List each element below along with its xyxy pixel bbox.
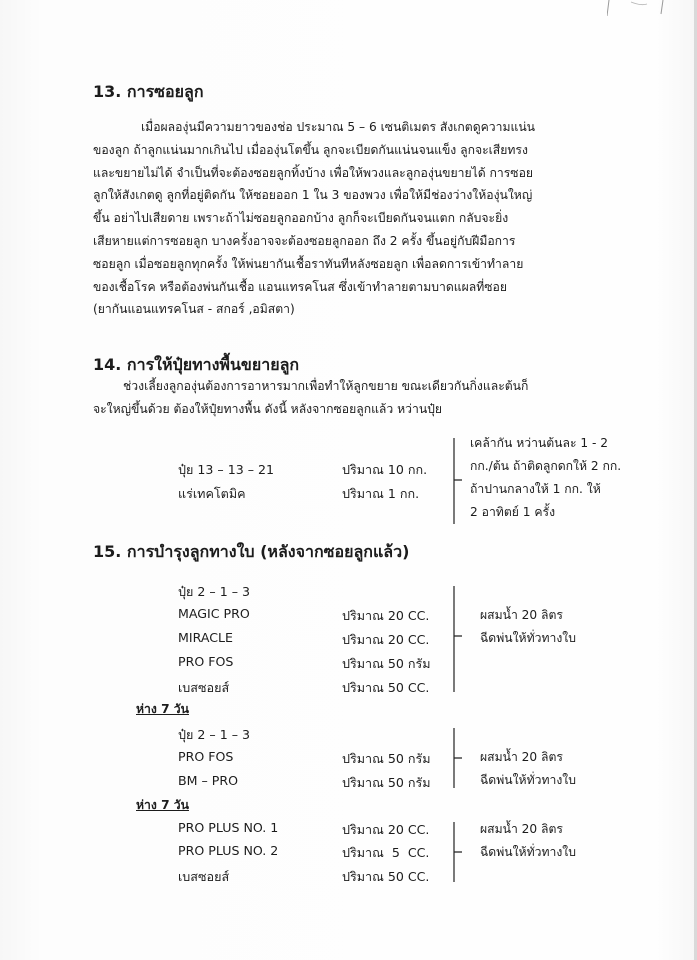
fertilizer-note: [470, 432, 621, 524]
foliar-item-name: เบสซอยส์: [178, 680, 230, 695]
foliar-item-name: MAGIC PRO: [178, 606, 250, 621]
note-line: กก./ต้น ถ้าติดลูกดกให้ 2 กก.: [470, 459, 622, 473]
foliar-item-name: PRO PLUS NO. 1: [178, 820, 279, 835]
foliar-item-amount: ปริมาณ 50 กรัม: [342, 751, 431, 766]
note-line: ผสมน้ำ 20 ลิตร: [480, 608, 563, 622]
foliar-item-name: PRO PLUS NO. 2: [178, 843, 279, 858]
foliar-item-amount: ปริมาณ 20 CC.: [342, 608, 430, 623]
section-14-title: 14. การให้ปุ๋ยทางพื้นขยายลูก: [93, 355, 300, 374]
foliar-note: [480, 746, 576, 792]
paragraph-line: เมื่อผลองุ่นมีความยาวของช่อ ประมาณ 5 – 6 เซนติเมตร สังเกตดูความแน่น: [141, 120, 536, 134]
foliar-item-amount: ปริมาณ 20 CC.: [342, 632, 430, 647]
scan-corner-mark: [607, 0, 667, 20]
paragraph-line: ของลูก ถ้าลูกแน่นมากเกินไป เมื่อองุ่นโตขึ้น ลูกจะเบียดกันแน่นจนแข็ง ลูกจะเสียทรง: [93, 142, 528, 157]
note-line: ถ้าปานกลางให้ 1 กก. ให้: [470, 482, 601, 496]
fertilizer-name: ปุ๋ย 13 – 13 – 21: [178, 462, 275, 477]
foliar-item-amount: ปริมาณ 50 CC.: [342, 680, 430, 695]
foliar-item-name: ปุ๋ย 2 – 1 – 3: [178, 584, 251, 599]
note-line: ฉีดพ่นให้ทั่วทางใบ: [480, 631, 576, 645]
foliar-item-name: MIRACLE: [178, 630, 233, 645]
paragraph-line: (ยากันแอนแทรคโนส - สกอร์ ,อมิสตา): [93, 302, 295, 317]
note-line: ผสมน้ำ 20 ลิตร: [480, 822, 563, 836]
section-15-title: 15. การบำรุงลูกทางใบ (หลังจากซอยลูกแล้ว): [93, 542, 410, 561]
foliar-item-amount: ปริมาณ 5 CC.: [342, 845, 430, 860]
right-bracket-icon: [450, 820, 464, 884]
foliar-item-name: PRO FOS: [178, 749, 234, 764]
interval-label: ห่าง 7 วัน: [136, 798, 189, 812]
paragraph-line: เสียหายแต่การซอยลูก บางครั้งอาจจะต้องซอยลูกออก ถึง 2 ครั้ง ขึ้นอยู่กับฝีมือการ: [93, 233, 516, 248]
foliar-item-amount: ปริมาณ 50 กรัม: [342, 656, 431, 671]
paragraph-line: จะใหญ่ขึ้นด้วย ต้องให้ปุ๋ยทางพื้น ดังนี้ หลังจากซอยลูกแล้ว หว่านปุ๋ย: [93, 401, 443, 416]
foliar-item-name: BM – PRO: [178, 773, 239, 788]
foliar-item-amount: ปริมาณ 20 CC.: [342, 822, 430, 837]
paragraph-line: และขยายไม่ได้ จำเป็นที่จะต้องซอยลูกทิ้งบ้าง เพื่อให้พวงและลูกองุ่นขยายได้ การซอย: [93, 165, 534, 180]
foliar-note: [480, 818, 576, 864]
right-bracket-icon: [450, 584, 464, 694]
paragraph-line: ช่วงเลี้ยงลูกองุ่นต้องการอาหารมากเพื่อทำให้ลูกขยาย ขณะเดียวกันกิ่งและต้นก็: [123, 379, 529, 393]
section-13-title: 13. การซอยลูก: [93, 82, 204, 101]
note-line: เคล้ากัน หว่านต้นละ 1 - 2: [470, 436, 609, 450]
foliar-note: [480, 604, 576, 650]
note-line: 2 อาทิตย์ 1 ครั้ง: [470, 505, 556, 519]
section-14-paragraph: [93, 375, 653, 421]
fertilizer-name: แร่เทคโตมิค: [178, 486, 246, 501]
note-line: ฉีดพ่นให้ทั่วทางใบ: [480, 773, 576, 787]
foliar-item-amount: ปริมาณ 50 กรัม: [342, 775, 431, 790]
foliar-item-amount: ปริมาณ 50 CC.: [342, 869, 430, 884]
foliar-item-name: เบสซอยส์: [178, 869, 230, 884]
right-bracket-icon: [450, 436, 464, 526]
paragraph-line: ของเชื้อโรค หรือต้องพ่นกันเชื้อ แอนแทรคโนส ซึ่งเข้าทำลายตามบาดแผลที่ซอย: [93, 279, 507, 294]
section-13-paragraph: [93, 116, 653, 321]
note-line: ฉีดพ่นให้ทั่วทางใบ: [480, 845, 576, 859]
foliar-item-name: ปุ๋ย 2 – 1 – 3: [178, 727, 251, 742]
interval-label: ห่าง 7 วัน: [136, 702, 189, 716]
right-bracket-icon: [450, 726, 464, 790]
fertilizer-amount: ปริมาณ 1 กก.: [342, 486, 420, 501]
paragraph-line: ซอยลูก เมื่อซอยลูกทุกครั้ง ให้พ่นยากันเชื้อราทันทีหลังซอยลูก เพื่อลดการเข้าทำลาย: [93, 256, 524, 271]
foliar-item-name: PRO FOS: [178, 654, 234, 669]
paragraph-line: ลูกให้สังเกตดู ลูกที่อยู่ติดกัน ให้ซอยออก 1 ใน 3 ของพวง เพื่อให้มีช่องว่างให้องุ่นใหญ่: [93, 188, 533, 203]
note-line: ผสมน้ำ 20 ลิตร: [480, 750, 563, 764]
fertilizer-amount: ปริมาณ 10 กก.: [342, 462, 428, 477]
paragraph-line: ขึ้น อย่าไปเสียดาย เพราะถ้าไม่ซอยลูกออกบ้าง ลูกก็จะเบียดกันจนแตก กลับจะยิ่ง: [93, 211, 509, 226]
